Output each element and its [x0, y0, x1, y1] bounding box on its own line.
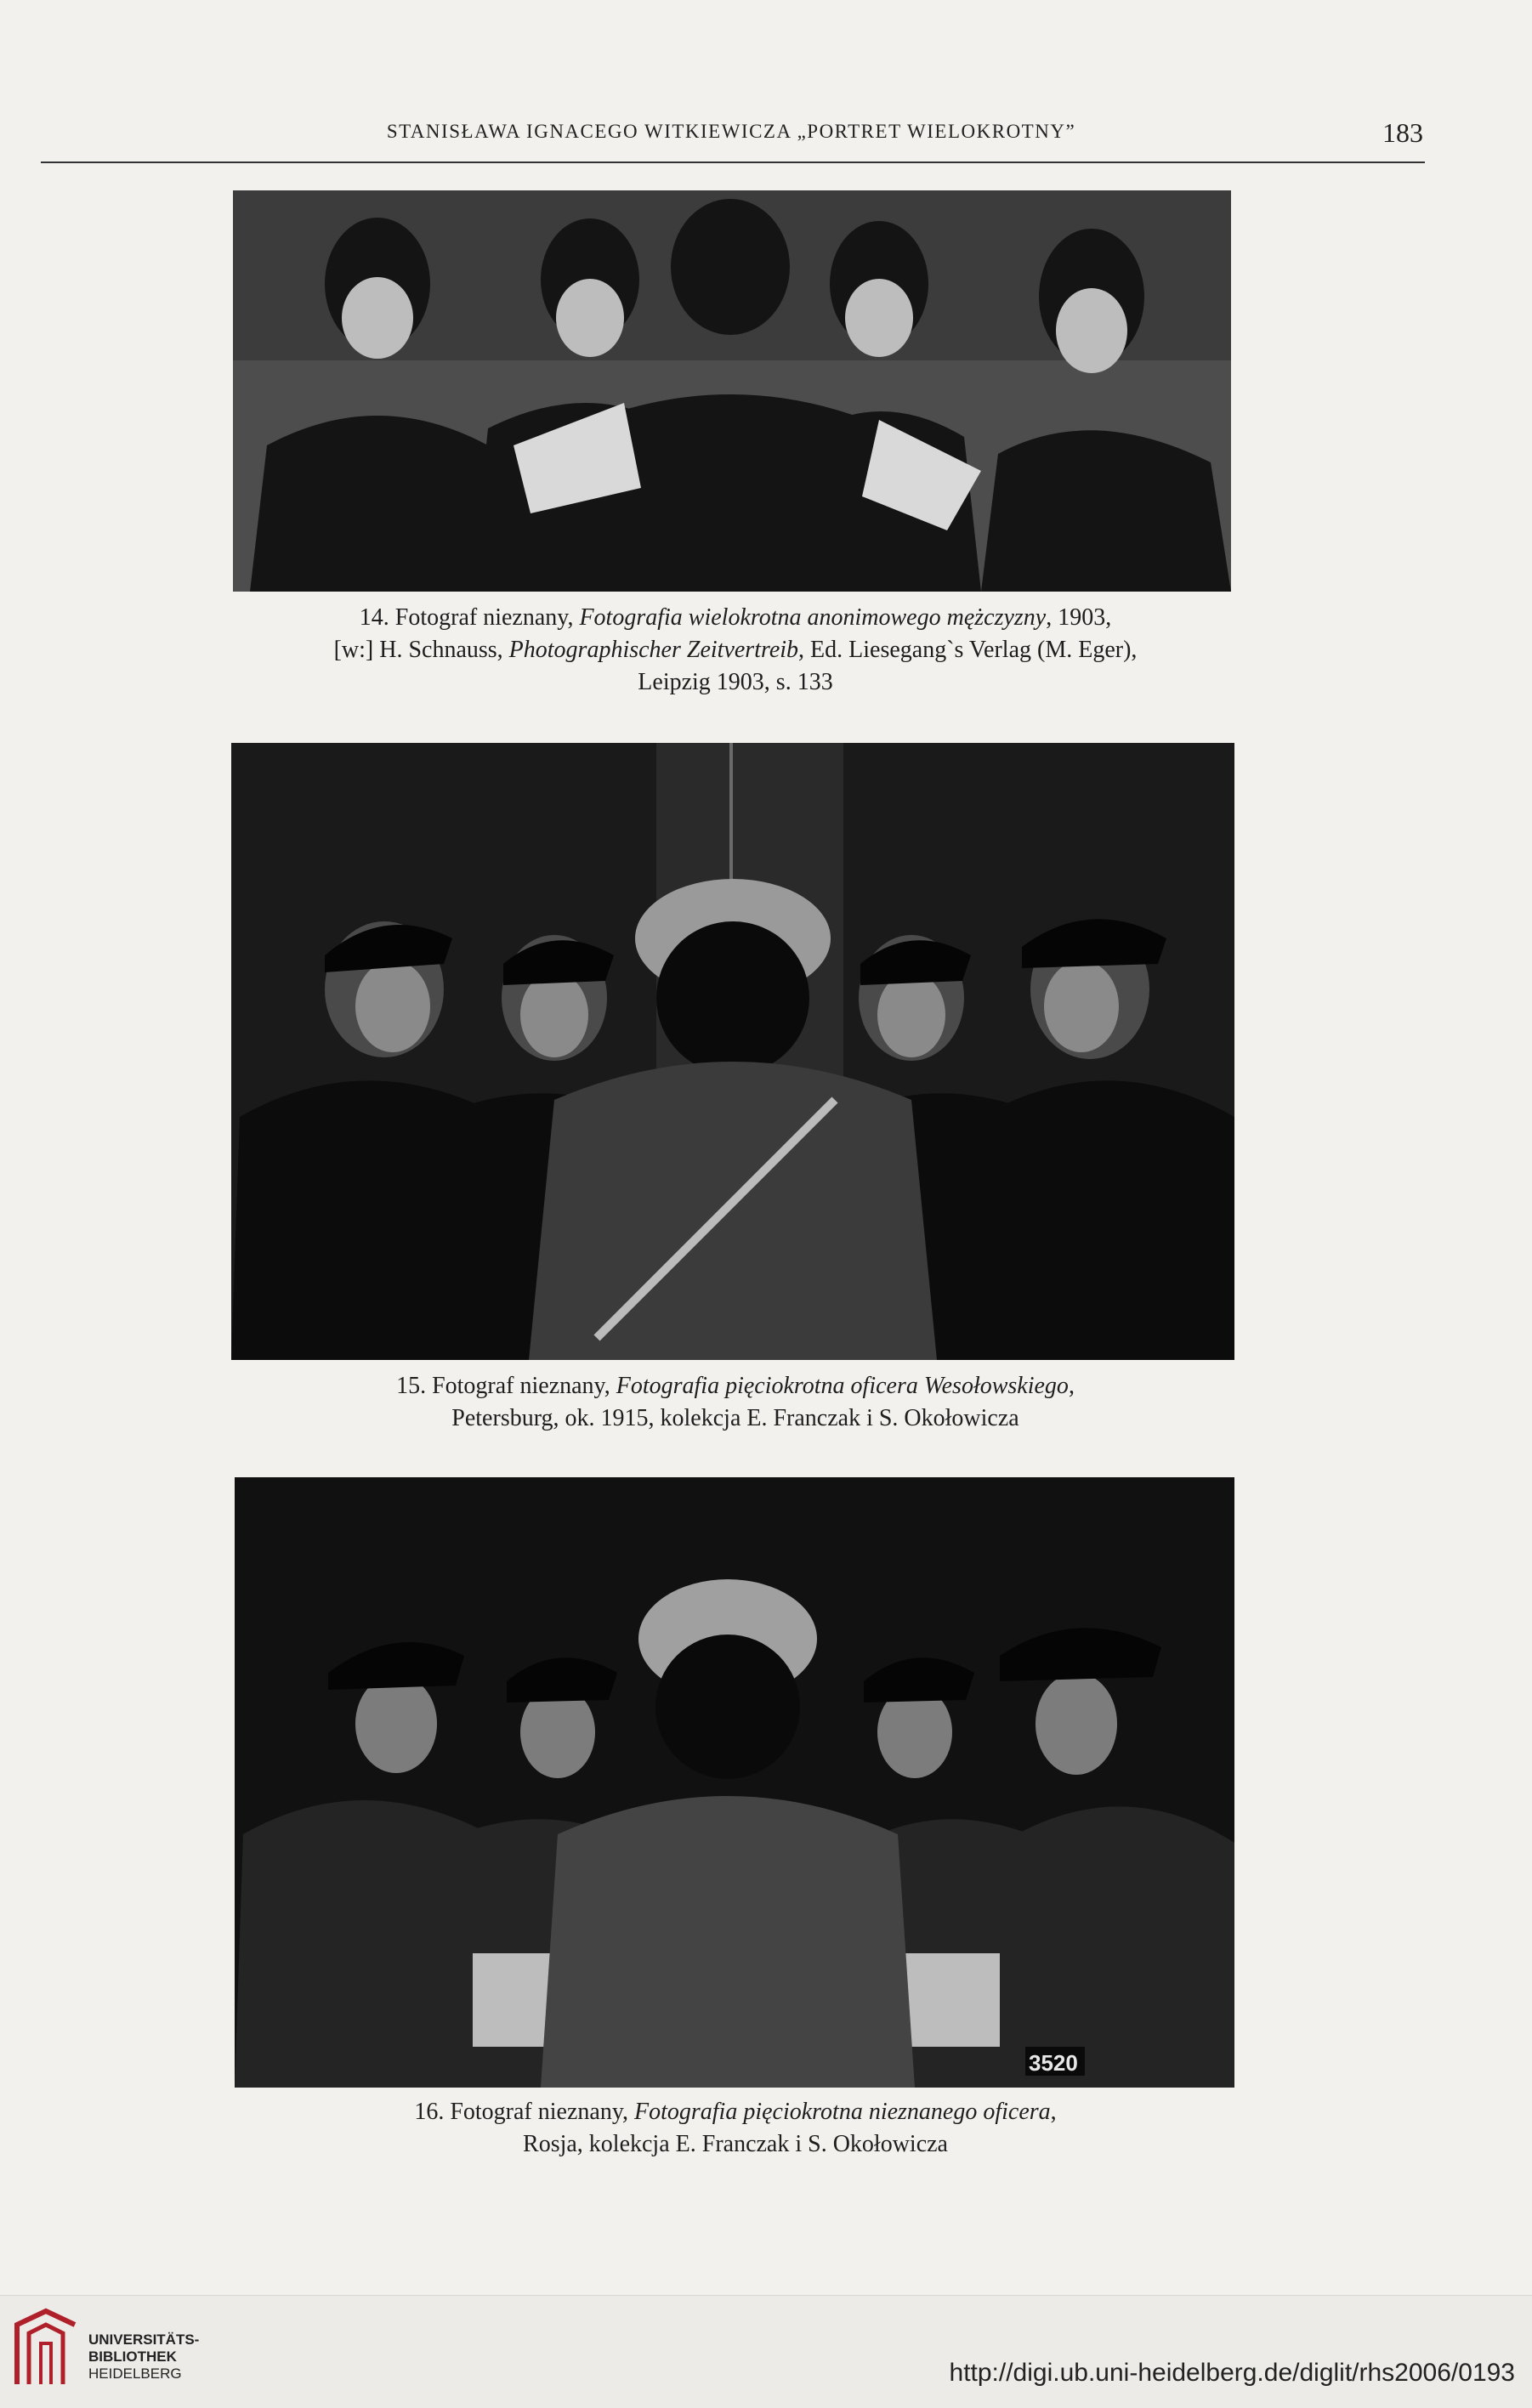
photo-14	[233, 190, 1231, 592]
figure-16-caption	[170, 2096, 1301, 2161]
caption-line: Leipzig 1903, s. 133	[638, 669, 833, 695]
photo-15	[231, 743, 1234, 1360]
caption-line: Petersburg, ok. 1915, kolekcja E. Franczak i S. Okołowicza	[451, 1405, 1019, 1431]
header-rule	[41, 161, 1425, 163]
library-logo-icon	[12, 2308, 80, 2389]
caption-line: 15. Fotograf nieznany, Fotografia pięciokrotna oficera Wesołowskiego,	[396, 1373, 1075, 1399]
caption-line: 16. Fotograf nieznany, Fotografia pięciokrotna nieznanego oficera,	[414, 2099, 1057, 2125]
source-url-link[interactable]: http://digi.ub.uni-heidelberg.de/diglit/rhs2006/0193	[949, 2359, 1515, 2387]
library-name	[88, 2332, 199, 2383]
running-title: STANISŁAWA IGNACEGO WITKIEWICZA „PORTRET WIELOKROTNY”	[386, 121, 1076, 142]
caption-line: [w:] H. Schnauss, Photographischer Zeitvertreib, Ed. Liesegang`s Verlag (M. Eger),	[333, 637, 1138, 663]
library-name-line: HEIDELBERG	[88, 2366, 182, 2382]
caption-line: 14. Fotograf nieznany, Fotografia wielokrotna anonimowego mężczyzny, 1903,	[359, 604, 1112, 631]
photo-16	[235, 1477, 1234, 2088]
digitization-footer	[0, 2295, 1532, 2408]
library-name-line: UNIVERSITÄTS-	[88, 2332, 200, 2348]
caption-line: Rosja, kolekcja E. Franczak i S. Okołowicza	[523, 2131, 948, 2157]
figure-15-caption	[170, 1370, 1301, 1435]
photo-number-label: 3520	[1029, 2050, 1078, 2076]
figure-14-caption	[170, 602, 1301, 699]
page-number: 183	[1382, 117, 1423, 148]
library-name-line: BIBLIOTHEK	[88, 2349, 177, 2365]
